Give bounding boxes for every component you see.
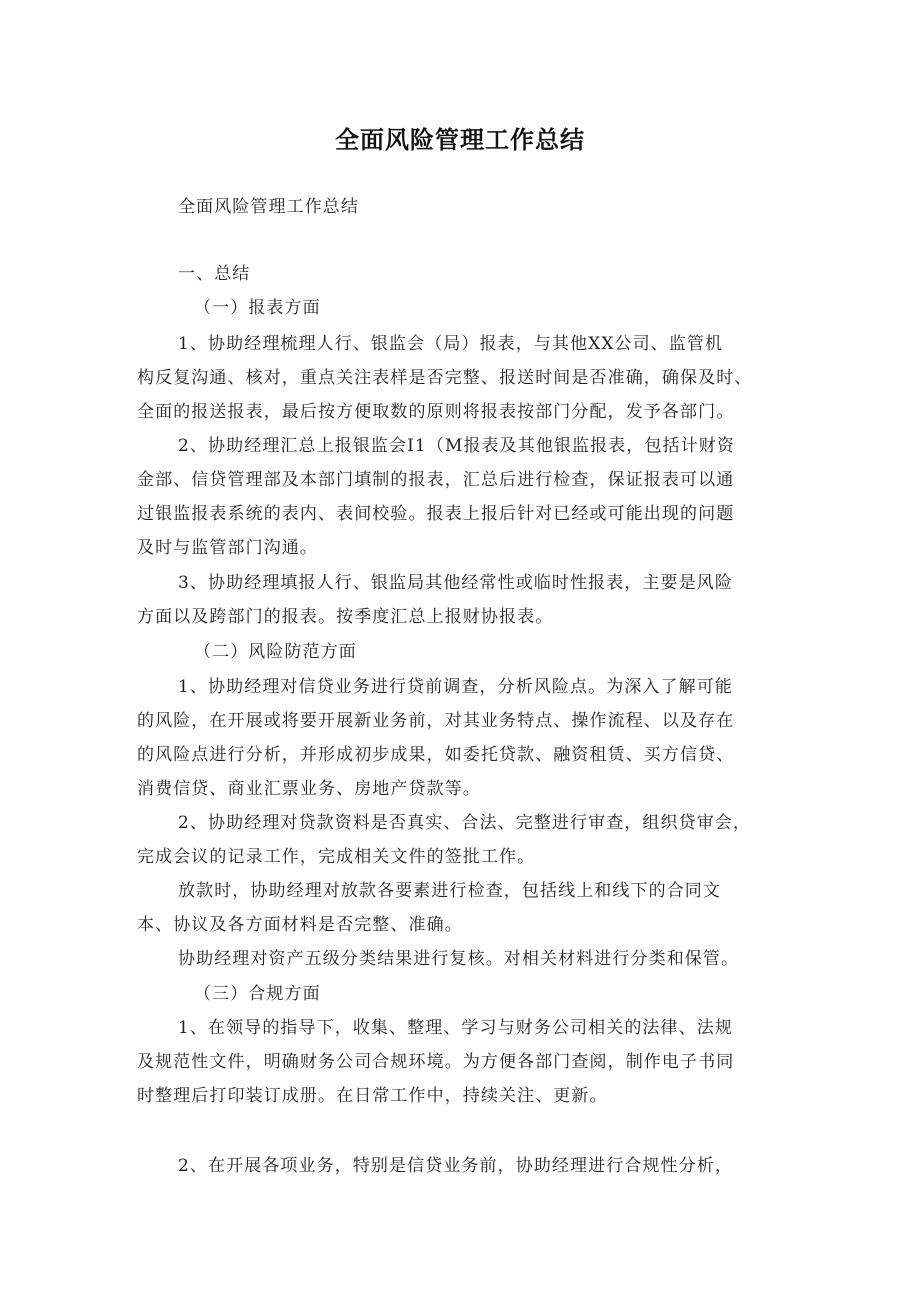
paragraph-line: 全面的报送报表，最后按方便取数的原则将报表按部门分配，发予各部门。 [137,402,735,422]
paragraph-line: 2、协助经理对贷款资料是否真实、合法、完整进行审查，组织贷审会， [178,813,752,833]
paragraph-line: 放款时，协助经理对放款各要素进行检查，包括线上和线下的合同文 [178,881,721,901]
paragraph-line: 2、协助经理汇总上报银监会I1（M报表及其他银监报表，包括计财资 [178,436,735,456]
paragraph-line: 的风险点进行分析，并形成初步成果，如委托贷款、融资租赁、买方信贷、 [137,745,735,765]
paragraph-line: 过银监报表系统的表内、表间校验。报表上报后针对已经或可能出现的问题 [137,504,735,524]
paragraph-line: 协助经理对资产五级分类结果进行复核。对相关材料进行分类和保管。 [178,949,740,969]
paragraph-line: 本、协议及各方面材料是否完整、准确。 [137,915,463,935]
paragraph-line: 完成会议的记录工作，完成相关文件的签批工作。 [137,847,536,867]
paragraph-line: 金部、信贷管理部及本部门填制的报表，汇总后进行检查，保证报表可以通 [137,470,735,490]
paragraph-line: 3、协助经理填报人行、银监局其他经常性或临时性报表，主要是风险 [178,573,733,593]
paragraph-line: 及规范性文件，明确财务公司合规环境。为方便各部门查阅，制作电子书同 [137,1052,735,1072]
paragraph-line: 的风险，在开展或将要开展新业务前，对其业务特点、操作流程、以及存在 [137,711,735,731]
paragraph-line: 及时与监管部门沟通。 [137,538,318,558]
document-title: 全面风险管理工作总结 [335,126,585,154]
section-heading-summary: 一、总结 [178,264,251,284]
subsection-heading-reports: （一）报表方面 [194,298,321,318]
paragraph-line: 2、在开展各项业务，特别是信贷业务前，协助经理进行合规性分析， [178,1156,733,1176]
subsection-heading-risk-prevention: （二）风险防范方面 [194,642,357,662]
paragraph-line: 方面以及跨部门的报表。按季度汇总上报财协报表。 [137,607,554,627]
document-subtitle: 全面风险管理工作总结 [178,197,359,217]
paragraph-line: 消费信贷、商业汇票业务、房地产贷款等。 [137,779,481,799]
paragraph-line: 1、在领导的指导下，收集、整理、学习与财务公司相关的法律、法规 [178,1018,733,1038]
paragraph-line: 时整理后打印装订成册。在日常工作中，持续关注、更新。 [137,1086,608,1106]
paragraph-line: 1、协助经理对信贷业务进行贷前调查，分析风险点。为深入了解可能 [178,677,733,697]
subsection-heading-compliance: （三）合规方面 [194,984,321,1004]
paragraph-line: 构反复沟通、核对，重点关注表样是否完整、报送时间是否准确，确保及时、 [137,368,753,388]
paragraph-line: 1、协助经理梳理人行、银监会（局）报表，与其他XX公司、监管机 [178,334,724,354]
